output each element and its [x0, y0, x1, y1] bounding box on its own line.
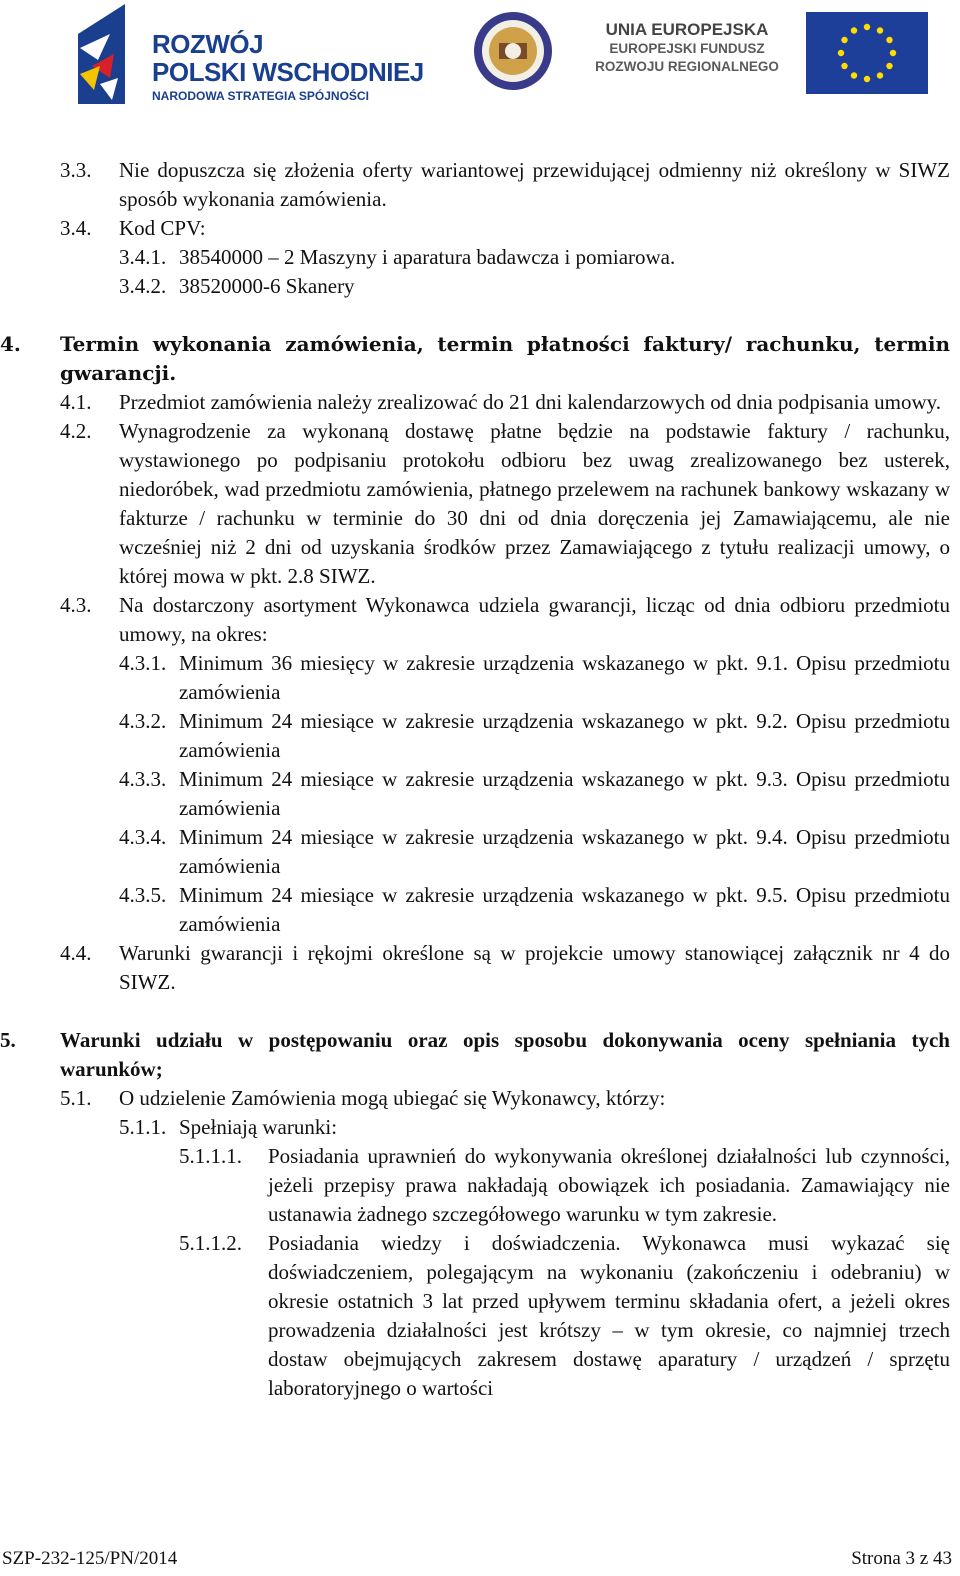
- clause-4-3-4: [0, 823, 960, 881]
- clause-number: 4.3.3.: [119, 767, 167, 791]
- clause-text: Spełniają warunki:: [179, 1115, 338, 1139]
- university-seal-icon: [472, 10, 554, 92]
- clause-number: 5.1.1.2.: [179, 1231, 242, 1255]
- rpw-wordmark: [152, 30, 424, 104]
- clause-number: 4.2.: [60, 419, 92, 443]
- clause-text: Minimum 36 miesięcy w zakresie urządzenia wskazanego w pkt. 9.1. Opisu przedmiotu zamówienia: [179, 651, 950, 704]
- section-4-heading: [0, 330, 960, 388]
- clause-number: 4.3.: [60, 593, 92, 617]
- clause-text: 38520000-6 Skanery: [179, 274, 355, 298]
- rozwoj-polski-wschodniej-logo: [70, 4, 430, 106]
- clause-3-4-2: [0, 272, 960, 301]
- clause-text: Minimum 24 miesiące w zakresie urządzenia wskazanego w pkt. 9.3. Opisu przedmiotu zamówienia: [179, 767, 950, 820]
- clause-number: 5.1.1.1.: [179, 1144, 242, 1168]
- ue-line-2: EUROPEJSKI FUNDUSZ: [609, 41, 765, 56]
- clause-4-3-2: [0, 707, 960, 765]
- clause-text: Warunki gwarancji i rękojmi określone są w projekcie umowy stanowiącej załącznik nr 4 do SIWZ.: [119, 941, 950, 994]
- clause-number: 4.3.5.: [119, 883, 167, 907]
- eu-flag-icon: [806, 12, 928, 94]
- clause-number: 4.4.: [60, 941, 92, 965]
- document-reference: SZP-232-125/PN/2014: [2, 1548, 178, 1569]
- clause-text: 38540000 – 2 Maszyny i aparatura badawcza i pomiarowa.: [179, 245, 676, 269]
- clause-text: Na dostarczony asortyment Wykonawca udziela gwarancji, licząc od dnia odbioru przedmiotu umowy, na okres:: [119, 593, 950, 646]
- clause-number: 4.3.1.: [119, 651, 167, 675]
- clause-4-4: [0, 939, 960, 997]
- clause-text: Minimum 24 miesiące w zakresie urządzenia wskazanego w pkt. 9.2. Opisu przedmiotu zamówienia: [179, 709, 950, 762]
- page-header: [0, 0, 960, 120]
- clause-5-1-1: [0, 1113, 960, 1142]
- clause-5-1-1-1: [0, 1142, 960, 1229]
- clause-text: Posiadania wiedzy i doświadczenia. Wykonawca musi wykazać się doświadczeniem, polegającym na wykonaniu (zakończeniu i odebraniu) w okresie ostatnich 3 lat przed upływem terminu składania ofert, a jeżeli okres prowadzenia działalności jest krótszy – w tym okresie, co najmniej trzech dostaw obejmujących zakresem dostawę aparatury / urządzeń / sprzętu laboratoryjnego o wartości: [268, 1231, 950, 1400]
- page-number: Strona 3 z 43: [851, 1548, 952, 1569]
- section-number: 4.: [0, 332, 21, 356]
- clause-number: 3.4.2.: [119, 274, 167, 298]
- ue-line-1: UNIA EUROPEJSKA: [605, 20, 769, 39]
- clause-number: 3.3.: [60, 158, 92, 182]
- document-body: [0, 156, 960, 1403]
- clause-4-1: [0, 388, 960, 417]
- clause-4-3-3: [0, 765, 960, 823]
- clause-number: 3.4.: [60, 216, 92, 240]
- clause-text: Minimum 24 miesiące w zakresie urządzenia wskazanego w pkt. 9.4. Opisu przedmiotu zamówienia: [179, 825, 950, 878]
- clause-number: 3.4.1.: [119, 245, 167, 269]
- eu-fund-wordmark: [582, 20, 792, 76]
- clause-number: 4.1.: [60, 390, 92, 414]
- section-number: 5.: [0, 1028, 16, 1052]
- rpw-line-1: ROZWÓJ: [152, 29, 264, 59]
- rpw-line-3: NARODOWA STRATEGIA SPÓJNOŚCI: [152, 89, 369, 103]
- clause-4-2: [0, 417, 960, 591]
- clause-5-1-1-2: [0, 1229, 960, 1403]
- clause-number: 4.3.2.: [119, 709, 167, 733]
- clause-text: Nie dopuszcza się złożenia oferty wariantowej przewidującej odmienny niż określony w SIWZ sposób wykonania zamówienia.: [119, 158, 950, 211]
- page-footer: [0, 1548, 960, 1576]
- ue-line-3: ROZWOJU REGIONALNEGO: [595, 59, 779, 74]
- clause-text: Posiadania uprawnień do wykonywania określonej działalności lub czynności, jeżeli przepisy prawa nakładają obowiązek ich posiadania. Zamawiający nie ustanawia żadnego szczegółowego warunku w tym zakresie.: [268, 1144, 950, 1226]
- clause-number: 5.1.1.: [119, 1115, 167, 1139]
- clause-3-4: [0, 214, 960, 243]
- clause-text: Minimum 24 miesiące w zakresie urządzenia wskazanego w pkt. 9.5. Opisu przedmiotu zamówienia: [179, 883, 950, 936]
- section-title: Warunki udziału w postępowaniu oraz opis sposobu dokonywania oceny spełniania tych warunków;: [60, 1028, 950, 1081]
- clause-text: Przedmiot zamówienia należy zrealizować do 21 dni kalendarzowych od dnia podpisania umowy.: [119, 390, 942, 414]
- clause-3-3: [0, 156, 960, 214]
- clause-number: 4.3.4.: [119, 825, 167, 849]
- clause-text: Wynagrodzenie za wykonaną dostawę płatne będzie na podstawie faktury / rachunku, wystawionego po podpisaniu protokołu odbioru bez uwag zrealizowanego bez usterek, niedoróbek, wad przedmiotu zamówienia, płatnego przelewem na rachunek bankowy wskazany w fakturze / rachunku w terminie do 30 dni od dnia doręczenia jej Zamawiającemu, ale nie wcześniej niż 2 dni od uzyskania środków przez Zamawiającego z tytułu realizacji umowy, o której mowa w pkt. 2.8 SIWZ.: [119, 419, 950, 588]
- rpw-emblem-icon: [70, 4, 150, 106]
- clause-4-3-1: [0, 649, 960, 707]
- spacer: [0, 301, 960, 330]
- clause-text: Kod CPV:: [119, 216, 206, 240]
- rpw-line-2: POLSKI WSCHODNIEJ: [152, 57, 424, 87]
- clause-4-3: [0, 591, 960, 649]
- clause-text: O udzielenie Zamówienia mogą ubiegać się Wykonawcy, którzy:: [119, 1086, 666, 1110]
- clause-3-4-1: [0, 243, 960, 272]
- clause-5-1: [0, 1084, 960, 1113]
- spacer: [0, 997, 960, 1026]
- section-5-heading: [0, 1026, 960, 1084]
- section-title: Termin wykonania zamówienia, termin płatności faktury/ rachunku, termin gwarancji.: [60, 332, 950, 385]
- clause-number: 5.1.: [60, 1086, 92, 1110]
- clause-4-3-5: [0, 881, 960, 939]
